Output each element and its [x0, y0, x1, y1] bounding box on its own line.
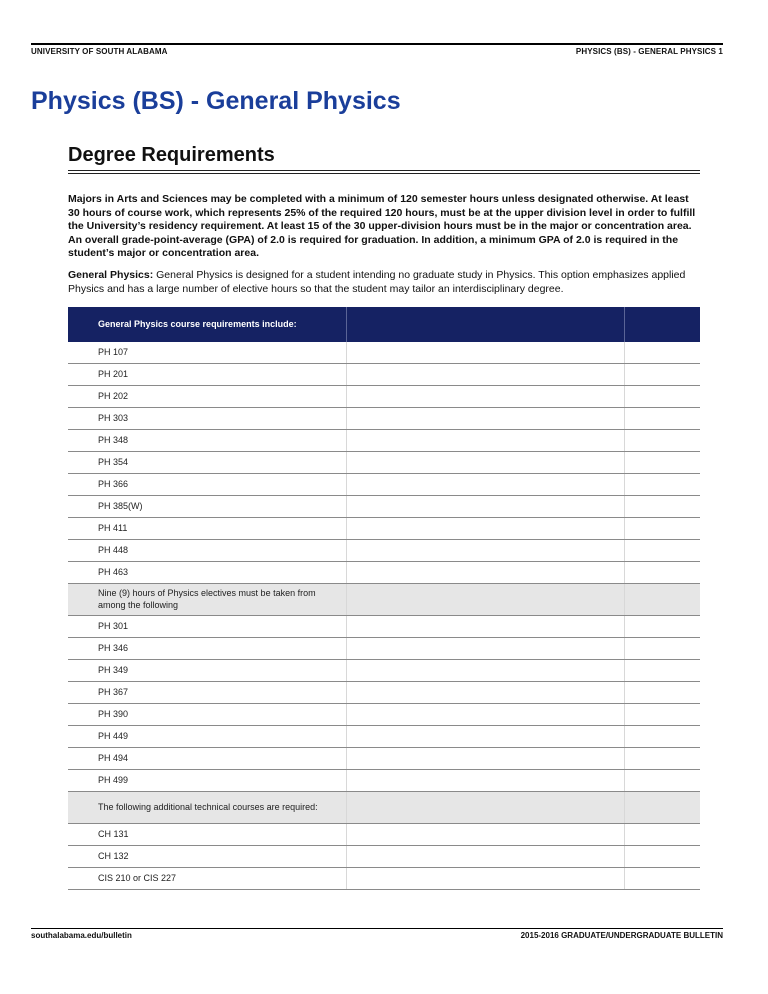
empty-cell [346, 540, 624, 562]
empty-cell [346, 518, 624, 540]
table-subheader-row [68, 584, 700, 616]
empty-cell [624, 518, 700, 540]
empty-cell [346, 660, 624, 682]
table-header-blank [624, 307, 700, 342]
course-cell: PH 303 [68, 408, 346, 430]
footer-url: southalabama.edu/bulletin [31, 931, 132, 940]
table-row [68, 824, 700, 846]
table-row [68, 616, 700, 638]
table-row [68, 474, 700, 496]
empty-cell [346, 452, 624, 474]
general-physics-label: General Physics: [68, 269, 154, 281]
degree-intro-paragraph: Majors in Arts and Sciences may be completed with a minimum of 120 semester hours unless designated otherwise. At least 30 hours of course work, which represents 25% of the required 120 hours, must be at the upper division level in order to fulfill the University’s residency requirement. At least 15 of the 30 upper-division hours must be in the major or concentration area. An overall grade-point-average (GPA) of 2.0 is required for graduation. In addition, a minimum GPA of 2.0 is required in the student’s major or concentration area. [68, 193, 696, 259]
course-cell: PH 107 [68, 342, 346, 364]
empty-cell [624, 408, 700, 430]
empty-cell [346, 682, 624, 704]
empty-cell [346, 868, 624, 890]
table-subheader-row [68, 792, 700, 824]
course-requirements-table [68, 307, 700, 890]
empty-cell [624, 704, 700, 726]
empty-cell [624, 792, 700, 824]
empty-cell [624, 824, 700, 846]
course-cell: PH 499 [68, 770, 346, 792]
section-title: Degree Requirements [68, 144, 275, 166]
table-row [68, 430, 700, 452]
empty-cell [346, 386, 624, 408]
table-row [68, 638, 700, 660]
footer-rule [31, 928, 723, 929]
table-row [68, 452, 700, 474]
course-cell: PH 385(W) [68, 496, 346, 518]
empty-cell [624, 452, 700, 474]
running-header-left: UNIVERSITY OF SOUTH ALABAMA [31, 47, 168, 56]
empty-cell [346, 342, 624, 364]
empty-cell [346, 824, 624, 846]
empty-cell [346, 616, 624, 638]
course-cell: CH 132 [68, 846, 346, 868]
course-cell: PH 354 [68, 452, 346, 474]
empty-cell [346, 364, 624, 386]
empty-cell [624, 474, 700, 496]
course-cell: PH 202 [68, 386, 346, 408]
empty-cell [624, 540, 700, 562]
section-rule [68, 170, 700, 174]
table-header-blank [346, 307, 624, 342]
general-physics-text: General Physics is designed for a student intending no graduate study in Physics. This option emphasizes applied Physics and has a large number of elective hours so that the student may tailor an interdisciplinary degree. [68, 269, 686, 295]
general-physics-paragraph [68, 269, 708, 296]
course-cell: PH 494 [68, 748, 346, 770]
course-cell: PH 411 [68, 518, 346, 540]
empty-cell [624, 386, 700, 408]
empty-cell [624, 616, 700, 638]
empty-cell [624, 748, 700, 770]
empty-cell [624, 682, 700, 704]
course-cell: PH 463 [68, 562, 346, 584]
table-row [68, 748, 700, 770]
course-cell: PH 366 [68, 474, 346, 496]
course-cell: PH 348 [68, 430, 346, 452]
empty-cell [346, 726, 624, 748]
empty-cell [346, 430, 624, 452]
table-row [68, 518, 700, 540]
table-header-row [68, 307, 700, 342]
empty-cell [624, 430, 700, 452]
empty-cell [346, 638, 624, 660]
table-row [68, 540, 700, 562]
table-row [68, 364, 700, 386]
course-cell: PH 201 [68, 364, 346, 386]
course-cell: CH 131 [68, 824, 346, 846]
table-row [68, 868, 700, 890]
empty-cell [624, 660, 700, 682]
empty-cell [346, 496, 624, 518]
table-row [68, 342, 700, 364]
table-row [68, 726, 700, 748]
empty-cell [346, 584, 624, 616]
empty-cell [624, 562, 700, 584]
course-cell: PH 390 [68, 704, 346, 726]
table-row [68, 660, 700, 682]
table-row [68, 770, 700, 792]
footer-bulletin: 2015-2016 GRADUATE/UNDERGRADUATE BULLETIN [520, 931, 723, 940]
table-row [68, 704, 700, 726]
empty-cell [346, 474, 624, 496]
empty-cell [624, 846, 700, 868]
course-cell: PH 367 [68, 682, 346, 704]
running-header-right: PHYSICS (BS) - GENERAL PHYSICS 1 [575, 47, 723, 56]
empty-cell [346, 748, 624, 770]
table-header-cell: General Physics course requirements include: [68, 307, 346, 342]
empty-cell [624, 726, 700, 748]
table-row [68, 408, 700, 430]
header-rule [31, 43, 723, 45]
course-cell: The following additional technical courses are required: [68, 792, 346, 824]
empty-cell [624, 364, 700, 386]
empty-cell [346, 408, 624, 430]
empty-cell [346, 846, 624, 868]
table-row [68, 562, 700, 584]
empty-cell [346, 792, 624, 824]
table-row [68, 846, 700, 868]
empty-cell [624, 868, 700, 890]
course-cell: CIS 210 or CIS 227 [68, 868, 346, 890]
empty-cell [346, 770, 624, 792]
course-cell: PH 449 [68, 726, 346, 748]
course-cell: Nine (9) hours of Physics electives must be taken from among the following [68, 584, 346, 616]
empty-cell [346, 704, 624, 726]
course-cell: PH 301 [68, 616, 346, 638]
page-title: Physics (BS) - General Physics [31, 87, 401, 115]
empty-cell [624, 496, 700, 518]
course-cell: PH 448 [68, 540, 346, 562]
course-cell: PH 346 [68, 638, 346, 660]
table-row [68, 496, 700, 518]
empty-cell [624, 770, 700, 792]
empty-cell [624, 342, 700, 364]
empty-cell [624, 584, 700, 616]
course-cell: PH 349 [68, 660, 346, 682]
table-row [68, 682, 700, 704]
empty-cell [346, 562, 624, 584]
empty-cell [624, 638, 700, 660]
table-row [68, 386, 700, 408]
